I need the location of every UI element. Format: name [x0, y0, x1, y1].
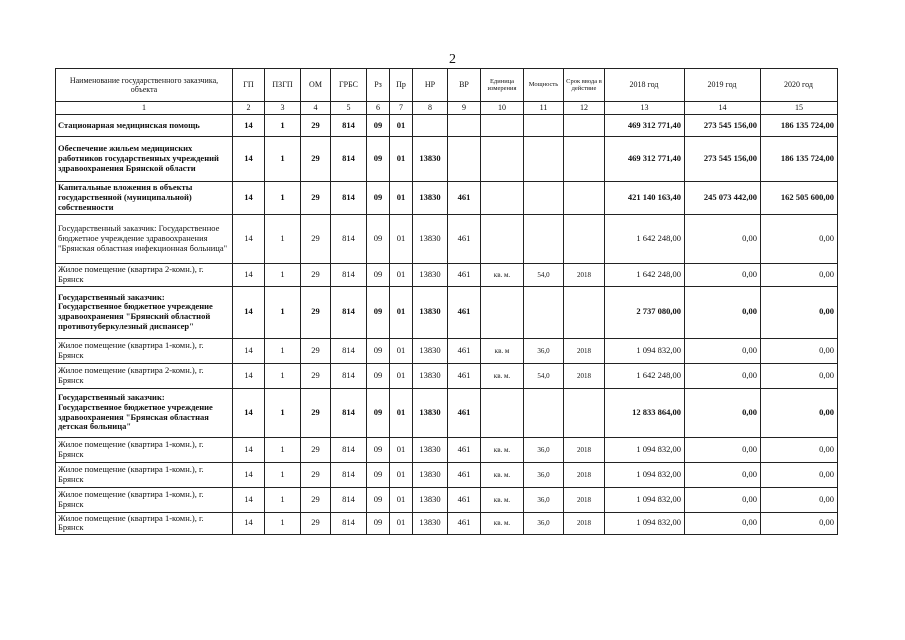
cell-gp: 14 [233, 512, 265, 535]
cell-nr: 13830 [413, 182, 448, 215]
cell-capacity: 36,0 [524, 338, 564, 363]
cell-grbs: 814 [331, 363, 367, 388]
table-row [56, 264, 838, 287]
cell-pzgp: 1 [265, 462, 301, 487]
cell-nr: 13830 [413, 264, 448, 287]
cell-rz: 09 [367, 137, 390, 182]
cell-term [564, 286, 605, 338]
cell-grbs: 814 [331, 462, 367, 487]
header-unit: Единица измерения [481, 69, 524, 102]
cell-y2018: 1 094 832,00 [605, 487, 685, 512]
cell-name: Капитальные вложения в объекты государственной (муниципальной) собственности [56, 182, 233, 215]
cell-name: Жилое помещение (квартира 2-комн.), г. Брянск [56, 264, 233, 287]
header-y2020: 2020 год [761, 69, 838, 102]
header-y2019: 2019 год [685, 69, 761, 102]
table-row [56, 286, 838, 338]
cell-gp: 14 [233, 437, 265, 462]
cell-y2018: 1 642 248,00 [605, 264, 685, 287]
cell-rz: 09 [367, 338, 390, 363]
cell-om: 29 [301, 115, 331, 137]
cell-rz: 09 [367, 215, 390, 264]
cell-rz: 09 [367, 182, 390, 215]
cell-pzgp: 1 [265, 115, 301, 137]
cell-y2020: 0,00 [761, 437, 838, 462]
cell-term: 2018 [564, 338, 605, 363]
cell-name: Обеспечение жильем медицинских работников государственных учреждений здравоохранения Брянской области [56, 137, 233, 182]
cell-vr: 461 [448, 286, 481, 338]
cell-capacity [524, 115, 564, 137]
header-nr: НР [413, 69, 448, 102]
cell-nr [413, 115, 448, 137]
cell-grbs: 814 [331, 182, 367, 215]
cell-pr: 01 [390, 115, 413, 137]
cell-y2018: 421 140 163,40 [605, 182, 685, 215]
cell-y2020: 0,00 [761, 264, 838, 287]
cell-pzgp: 1 [265, 437, 301, 462]
cell-vr [448, 115, 481, 137]
cell-capacity: 36,0 [524, 462, 564, 487]
cell-pr: 01 [390, 462, 413, 487]
cell-y2019: 0,00 [685, 437, 761, 462]
cell-pr: 01 [390, 137, 413, 182]
cell-rz: 09 [367, 437, 390, 462]
cell-name: Стационарная медицинская помощь [56, 115, 233, 137]
cell-om: 29 [301, 388, 331, 437]
cell-om: 29 [301, 338, 331, 363]
cell-unit: кв. м. [481, 264, 524, 287]
cell-grbs: 814 [331, 286, 367, 338]
budget-table [55, 68, 838, 535]
table-row [56, 388, 838, 437]
column-number: 12 [564, 102, 605, 115]
cell-name: Жилое помещение (квартира 1-комн.), г. Брянск [56, 512, 233, 535]
cell-pr: 01 [390, 215, 413, 264]
cell-pr: 01 [390, 388, 413, 437]
cell-y2018: 1 094 832,00 [605, 462, 685, 487]
cell-term [564, 182, 605, 215]
cell-term: 2018 [564, 264, 605, 287]
cell-pr: 01 [390, 286, 413, 338]
cell-y2019: 0,00 [685, 363, 761, 388]
table-row [56, 512, 838, 535]
cell-y2019: 245 073 442,00 [685, 182, 761, 215]
table-row [56, 487, 838, 512]
cell-om: 29 [301, 363, 331, 388]
cell-y2018: 469 312 771,40 [605, 115, 685, 137]
cell-gp: 14 [233, 338, 265, 363]
cell-unit [481, 115, 524, 137]
cell-nr: 13830 [413, 286, 448, 338]
cell-y2020: 0,00 [761, 487, 838, 512]
cell-pzgp: 1 [265, 182, 301, 215]
cell-pr: 01 [390, 512, 413, 535]
column-number: 9 [448, 102, 481, 115]
cell-capacity [524, 182, 564, 215]
cell-y2020: 0,00 [761, 215, 838, 264]
cell-vr: 461 [448, 512, 481, 535]
header-pr: Пр [390, 69, 413, 102]
cell-y2019: 0,00 [685, 286, 761, 338]
cell-unit: кв. м. [481, 437, 524, 462]
cell-grbs: 814 [331, 512, 367, 535]
cell-y2019: 0,00 [685, 338, 761, 363]
cell-term: 2018 [564, 462, 605, 487]
cell-capacity: 36,0 [524, 512, 564, 535]
cell-capacity: 54,0 [524, 264, 564, 287]
table-row [56, 363, 838, 388]
header-pzgp: ПЗГП [265, 69, 301, 102]
cell-om: 29 [301, 182, 331, 215]
cell-unit: кв. м. [481, 487, 524, 512]
cell-y2020: 0,00 [761, 338, 838, 363]
cell-name: Государственный заказчик: Государственное бюджетное учреждение здравоохранения "Брянская областная детская больница" [56, 388, 233, 437]
cell-vr: 461 [448, 487, 481, 512]
cell-y2019: 0,00 [685, 462, 761, 487]
header-capacity: Мощность [524, 69, 564, 102]
column-number: 3 [265, 102, 301, 115]
cell-om: 29 [301, 512, 331, 535]
cell-y2020: 186 135 724,00 [761, 115, 838, 137]
cell-pzgp: 1 [265, 215, 301, 264]
cell-gp: 14 [233, 363, 265, 388]
cell-gp: 14 [233, 462, 265, 487]
cell-unit: кв. м. [481, 512, 524, 535]
cell-y2019: 273 545 156,00 [685, 137, 761, 182]
column-number: 15 [761, 102, 838, 115]
cell-pzgp: 1 [265, 388, 301, 437]
cell-grbs: 814 [331, 264, 367, 287]
column-number: 7 [390, 102, 413, 115]
table-header-row [56, 69, 838, 102]
cell-y2020: 0,00 [761, 462, 838, 487]
table-row [56, 115, 838, 137]
cell-y2020: 186 135 724,00 [761, 137, 838, 182]
cell-pzgp: 1 [265, 487, 301, 512]
cell-pzgp: 1 [265, 363, 301, 388]
cell-grbs: 814 [331, 115, 367, 137]
cell-rz: 09 [367, 512, 390, 535]
cell-capacity: 54,0 [524, 363, 564, 388]
cell-rz: 09 [367, 115, 390, 137]
cell-gp: 14 [233, 487, 265, 512]
cell-om: 29 [301, 462, 331, 487]
table-row [56, 137, 838, 182]
cell-nr: 13830 [413, 388, 448, 437]
cell-unit [481, 137, 524, 182]
cell-vr: 461 [448, 338, 481, 363]
cell-vr: 461 [448, 462, 481, 487]
header-grbs: ГРБС [331, 69, 367, 102]
cell-name: Жилое помещение (квартира 1-комн.), г. Брянск [56, 487, 233, 512]
cell-term: 2018 [564, 437, 605, 462]
cell-om: 29 [301, 437, 331, 462]
cell-unit: кв. м. [481, 363, 524, 388]
header-vr: ВР [448, 69, 481, 102]
cell-rz: 09 [367, 487, 390, 512]
cell-unit: кв. м. [481, 462, 524, 487]
column-number: 2 [233, 102, 265, 115]
cell-y2018: 2 737 080,00 [605, 286, 685, 338]
cell-capacity [524, 215, 564, 264]
cell-term: 2018 [564, 363, 605, 388]
cell-gp: 14 [233, 215, 265, 264]
cell-y2020: 162 505 600,00 [761, 182, 838, 215]
header-rz: Рз [367, 69, 390, 102]
cell-gp: 14 [233, 115, 265, 137]
cell-grbs: 814 [331, 215, 367, 264]
cell-term: 2018 [564, 512, 605, 535]
cell-capacity: 36,0 [524, 487, 564, 512]
cell-term [564, 215, 605, 264]
column-number: 6 [367, 102, 390, 115]
cell-vr: 461 [448, 264, 481, 287]
cell-gp: 14 [233, 182, 265, 215]
table-row [56, 437, 838, 462]
cell-nr: 13830 [413, 487, 448, 512]
column-number: 11 [524, 102, 564, 115]
cell-grbs: 814 [331, 338, 367, 363]
cell-name: Государственный заказчик: Государственное бюджетное учреждение здравоохранения "Брянская областная инфекционная больница" [56, 215, 233, 264]
cell-y2019: 0,00 [685, 487, 761, 512]
cell-gp: 14 [233, 137, 265, 182]
cell-nr: 13830 [413, 437, 448, 462]
cell-name: Жилое помещение (квартира 1-комн.), г. Брянск [56, 462, 233, 487]
cell-nr: 13830 [413, 462, 448, 487]
column-number: 14 [685, 102, 761, 115]
cell-pr: 01 [390, 182, 413, 215]
cell-om: 29 [301, 215, 331, 264]
page-number: 2 [449, 52, 456, 67]
cell-pzgp: 1 [265, 264, 301, 287]
cell-nr: 13830 [413, 512, 448, 535]
cell-y2018: 1 642 248,00 [605, 215, 685, 264]
cell-y2019: 273 545 156,00 [685, 115, 761, 137]
cell-term [564, 388, 605, 437]
cell-rz: 09 [367, 462, 390, 487]
cell-om: 29 [301, 137, 331, 182]
cell-y2020: 0,00 [761, 363, 838, 388]
table-row [56, 215, 838, 264]
cell-unit: кв. м [481, 338, 524, 363]
cell-name: Жилое помещение (квартира 1-комн.), г. Брянск [56, 338, 233, 363]
cell-rz: 09 [367, 363, 390, 388]
table-row [56, 462, 838, 487]
cell-gp: 14 [233, 264, 265, 287]
cell-name: Жилое помещение (квартира 1-комн.), г. Брянск [56, 437, 233, 462]
cell-y2019: 0,00 [685, 512, 761, 535]
cell-pzgp: 1 [265, 512, 301, 535]
cell-vr: 461 [448, 363, 481, 388]
cell-vr: 461 [448, 215, 481, 264]
cell-unit [481, 286, 524, 338]
cell-gp: 14 [233, 388, 265, 437]
cell-y2018: 1 642 248,00 [605, 363, 685, 388]
cell-capacity [524, 286, 564, 338]
column-number: 1 [56, 102, 233, 115]
cell-pr: 01 [390, 363, 413, 388]
cell-capacity [524, 388, 564, 437]
header-y2018: 2018 год [605, 69, 685, 102]
cell-y2019: 0,00 [685, 264, 761, 287]
column-number: 5 [331, 102, 367, 115]
cell-grbs: 814 [331, 437, 367, 462]
cell-y2018: 1 094 832,00 [605, 512, 685, 535]
header-om: ОМ [301, 69, 331, 102]
cell-term [564, 137, 605, 182]
header-name: Наименование государственного заказчика, объекта [56, 69, 233, 102]
cell-y2019: 0,00 [685, 388, 761, 437]
cell-om: 29 [301, 264, 331, 287]
cell-grbs: 814 [331, 487, 367, 512]
column-number: 10 [481, 102, 524, 115]
cell-y2020: 0,00 [761, 286, 838, 338]
cell-vr: 461 [448, 182, 481, 215]
cell-y2018: 469 312 771,40 [605, 137, 685, 182]
cell-capacity: 36,0 [524, 437, 564, 462]
cell-rz: 09 [367, 388, 390, 437]
cell-grbs: 814 [331, 388, 367, 437]
cell-gp: 14 [233, 286, 265, 338]
cell-om: 29 [301, 286, 331, 338]
table-row [56, 338, 838, 363]
cell-rz: 09 [367, 286, 390, 338]
cell-grbs: 814 [331, 137, 367, 182]
cell-unit [481, 388, 524, 437]
header-gp: ГП [233, 69, 265, 102]
cell-unit [481, 182, 524, 215]
cell-pr: 01 [390, 338, 413, 363]
cell-om: 29 [301, 487, 331, 512]
column-numbers-row [56, 102, 838, 115]
cell-vr [448, 137, 481, 182]
column-number: 13 [605, 102, 685, 115]
table-row [56, 182, 838, 215]
cell-nr: 13830 [413, 338, 448, 363]
cell-vr: 461 [448, 437, 481, 462]
cell-pzgp: 1 [265, 338, 301, 363]
cell-term: 2018 [564, 487, 605, 512]
column-number: 8 [413, 102, 448, 115]
header-term: Срок ввода в действие [564, 69, 605, 102]
cell-name: Жилое помещение (квартира 2-комн.), г. Брянск [56, 363, 233, 388]
cell-name: Государственный заказчик: Государственное бюджетное учреждение здравоохранения "Брянский областной противотуберкулезный диспансер" [56, 286, 233, 338]
cell-nr: 13830 [413, 215, 448, 264]
cell-y2018: 1 094 832,00 [605, 437, 685, 462]
cell-capacity [524, 137, 564, 182]
cell-pr: 01 [390, 264, 413, 287]
cell-unit [481, 215, 524, 264]
cell-term [564, 115, 605, 137]
cell-y2018: 1 094 832,00 [605, 338, 685, 363]
cell-y2018: 12 833 864,00 [605, 388, 685, 437]
cell-nr: 13830 [413, 137, 448, 182]
cell-pzgp: 1 [265, 286, 301, 338]
cell-y2020: 0,00 [761, 512, 838, 535]
cell-pr: 01 [390, 437, 413, 462]
cell-nr: 13830 [413, 363, 448, 388]
column-number: 4 [301, 102, 331, 115]
cell-y2020: 0,00 [761, 388, 838, 437]
cell-rz: 09 [367, 264, 390, 287]
cell-y2019: 0,00 [685, 215, 761, 264]
cell-vr: 461 [448, 388, 481, 437]
cell-pzgp: 1 [265, 137, 301, 182]
cell-pr: 01 [390, 487, 413, 512]
